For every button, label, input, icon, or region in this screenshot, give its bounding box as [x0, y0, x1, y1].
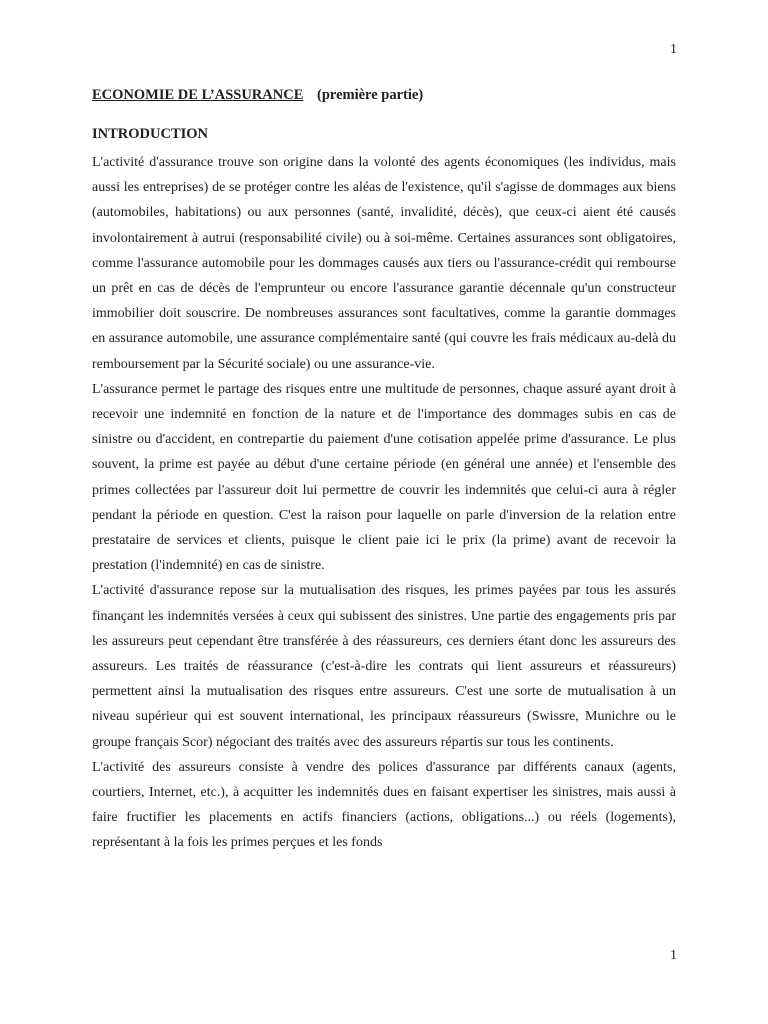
document-title-line: [92, 86, 676, 104]
paragraph-3: L'activité d'assurance repose sur la mutualisation des risques, les primes payées par tous les assurés finançant les indemnités versées à ceux qui subissent des sinistres. Une partie des engagements pris par les assureurs peut cependant être transférée à des réassureurs, ces derniers étant donc les assureurs des assureurs. Les traités de réassurance (c'est-à-dire les contrats qui lient assureurs et réassureurs) permettent ainsi la mutualisation des risques entre assureurs. C'est une sorte de mutualisation à un niveau supérieur qui est souvent international, les principaux réassureurs (Swissre, Munichre ou le groupe français Scor) négociant des traités avec des assureurs répartis sur tous les continents.: [92, 583, 676, 750]
document-subtitle: (première partie): [317, 87, 424, 103]
paragraph-4: L'activité des assureurs consiste à vendre des polices d'assurance par différents canaux (agents, courtiers, Internet, etc.), à acquitter les indemnités dues en faisant expertiser les sinistres, mais aussi à faire fructifier les placements en actifs financiers (actions, obligations...) ou réels (logements), représentant à la fois les primes perçues et les fonds: [92, 759, 676, 851]
page-number-bottom: 1: [670, 948, 677, 963]
page-number-top: 1: [670, 42, 677, 57]
document-body: [92, 86, 676, 856]
document-title: ECONOMIE DE L’ASSURANCE: [92, 87, 304, 103]
paragraph-2: L'assurance permet le partage des risques entre une multitude de personnes, chaque assuré ayant droit à recevoir une indemnité en fonction de la nature et de l'importance des dommages subis en cas de sinistre ou d'accident, en contrepartie du paiement d'une cotisation appelée prime d'assurance. Le plus souvent, la prime est payée au début d'une certaine période (en général une année) et l'ensemble des primes collectées par l'assureur doit lui permettre de couvrir les indemnités que celui-ci aura à régler pendant la période en question. C'est la raison pour laquelle on parle d'inversion de la relation entre prestataire de services et clients, puisque le client paie ici le prix (la prime) avant de recevoir la prestation (l'indemnité) en cas de sinistre.: [92, 381, 676, 574]
section-heading-introduction: INTRODUCTION: [92, 126, 209, 142]
paragraph-1: L'activité d'assurance trouve son origine dans la volonté des agents économiques (les individus, mais aussi les entreprises) de se protéger contre les aléas de l'existence, qu'il s'agisse de dommages aux biens (automobiles, habitations) ou aux personnes (santé, invalidité, décès), que ceux-ci aient été causés involontairement à autrui (responsabilité civile) ou à soi-même. Certaines assurances sont obligatoires, comme l'assurance automobile pour les dommages causés aux tiers ou l'assurance-crédit qui rembourse un prêt en cas de décès de l'emprunteur ou encore l'assurance garantie décennale qu'un constructeur immobilier doit souscrire. De nombreuses assurances sont facultatives, comme la garantie dommages en assurance automobile, une assurance complémentaire santé (qui couvre les frais médicaux au-delà du remboursement par la Sécurité sociale) ou une assurance-vie.: [92, 155, 676, 372]
